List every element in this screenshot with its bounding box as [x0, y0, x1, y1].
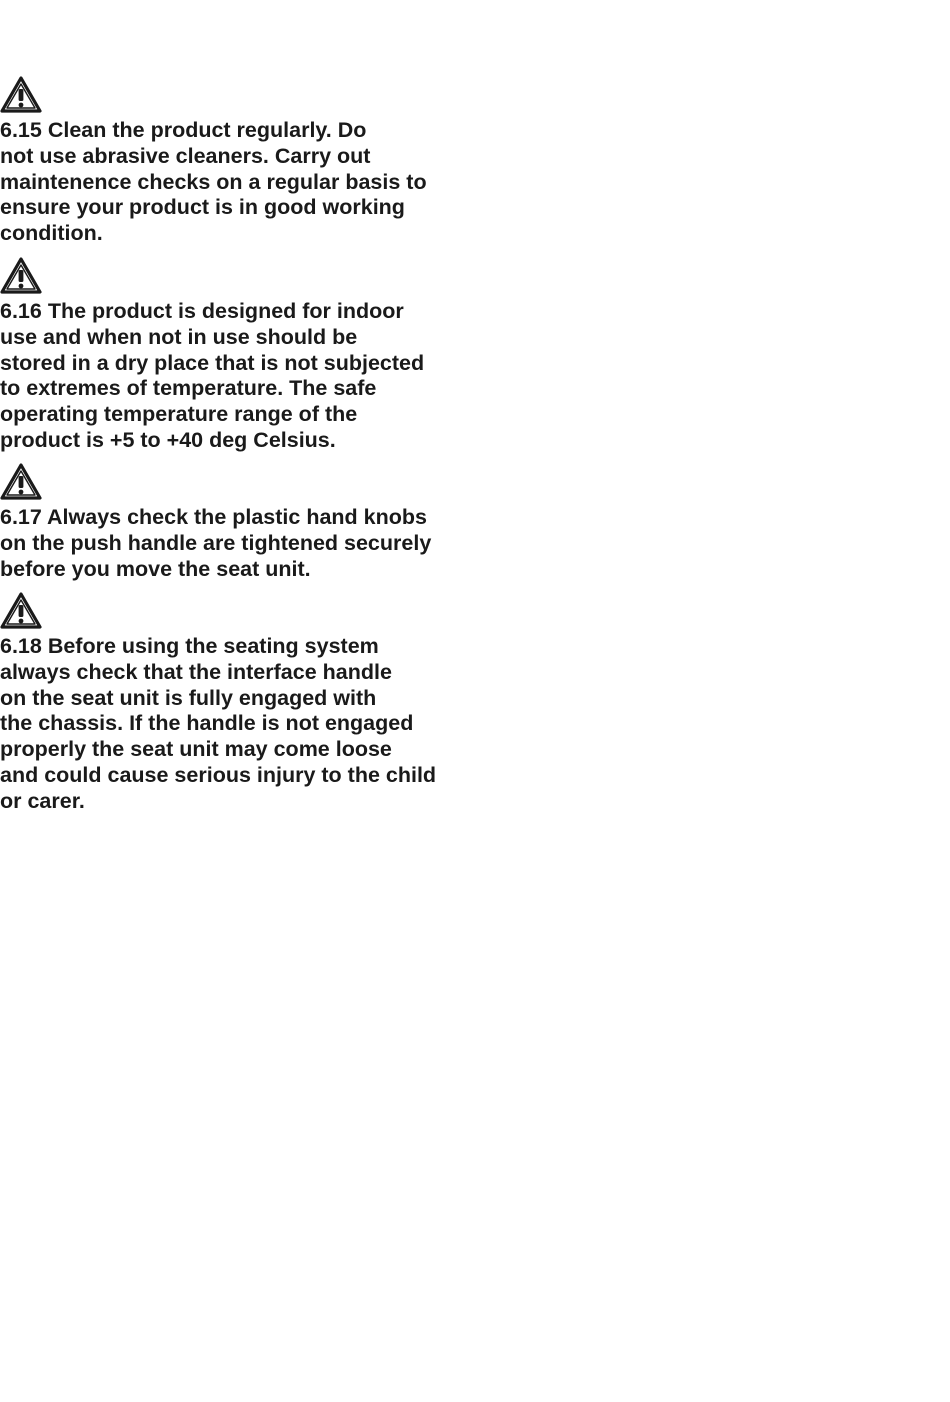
warning-section-6-18: [0, 592, 500, 815]
text-line: before you move the seat unit.: [0, 556, 311, 581]
text-line: on the push handle are tightened securely: [0, 530, 432, 555]
section-text: [0, 118, 500, 247]
text-line: 6.15 Clean the product regularly. Do: [0, 118, 367, 142]
text-line: the chassis. If the handle is not engaged: [0, 711, 414, 736]
section-text: [0, 299, 500, 454]
text-line: condition.: [0, 221, 103, 246]
text-line: use and when not in use should be: [0, 324, 358, 349]
text-line: 6.17 Always check the plastic hand knobs: [0, 505, 427, 529]
warning-triangle-icon: [0, 463, 42, 501]
text-line: not use abrasive cleaners. Carry out: [0, 143, 371, 168]
text-line: ensure your product is in good working: [0, 195, 405, 220]
section-text: [0, 634, 500, 815]
warning-triangle-icon: [0, 257, 42, 295]
warning-section-6-15: [0, 76, 500, 247]
text-line: and could cause serious injury to the child: [0, 762, 437, 787]
text-line: 6.18 Before using the seating system: [0, 634, 379, 658]
text-line: operating temperature range of the: [0, 402, 358, 427]
text-line: on the seat unit is fully engaged with: [0, 685, 377, 710]
text-line: stored in a dry place that is not subjected: [0, 350, 425, 375]
warning-section-6-16: [0, 257, 500, 454]
text-line: properly the seat unit may come loose: [0, 737, 392, 762]
text-line: to extremes of temperature. The safe: [0, 376, 377, 401]
text-line: maintenence checks on a regular basis to: [0, 169, 427, 194]
warning-triangle-icon: [0, 76, 42, 114]
text-line: always check that the interface handle: [0, 659, 392, 684]
warning-triangle-icon: [0, 592, 42, 630]
text-line: or carer.: [0, 788, 85, 813]
warning-section-6-17: [0, 463, 500, 582]
text-line: product is +5 to +40 deg Celsius.: [0, 427, 336, 452]
text-line: 6.16 The product is designed for indoor: [0, 299, 404, 323]
section-text: [0, 505, 500, 582]
